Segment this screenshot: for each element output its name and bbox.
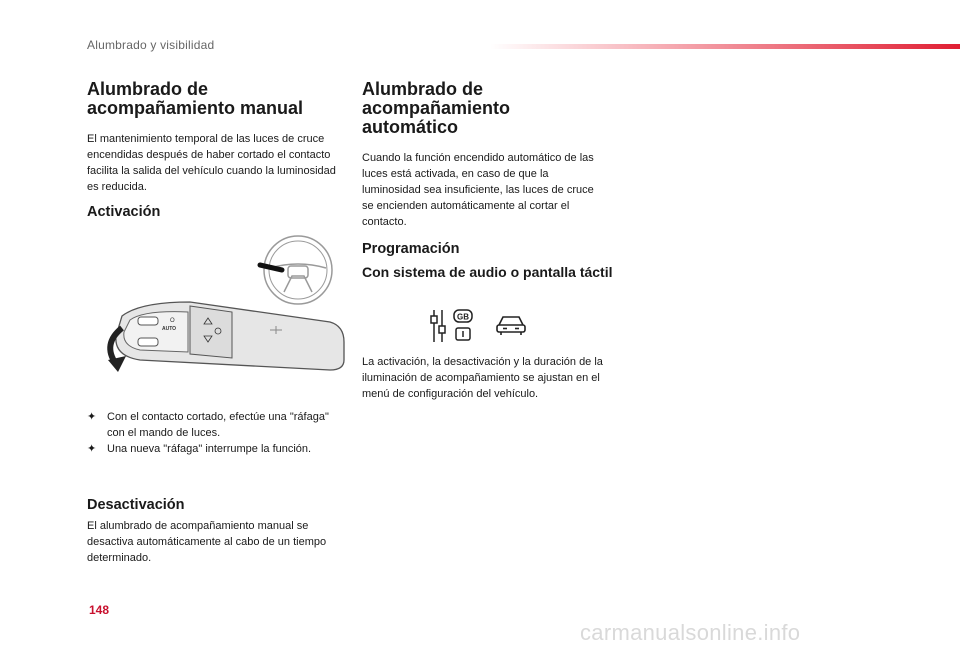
manual-lighting-title: Alumbrado de acompañamiento manual [87,79,304,118]
page-number: 148 [89,603,110,617]
section-header: Alumbrado y visibilidad [87,38,215,52]
lighting-stalk-illustration [100,232,345,382]
stalk-label-auto: AUTO [162,326,177,332]
programming-heading: Programación [362,241,460,257]
programming-text: La activación, la desactivación y la duración de la iluminación de acompañamiento se ajustan en el menú de configuración del vehículo. [362,356,603,400]
manual-lighting-intro: El mantenimiento temporal de las luces de cruce encendidas después de haber cortado el contacto facilita la salida del vehículo cuando la luminosidad es reducida. [87,133,336,193]
system-heading: Con sistema de audio o pantalla táctil [362,264,613,280]
activation-steps [87,409,347,457]
deactivation-text: El alumbrado de acompañamiento manual se desactiva automáticamente al cabo de un tiempo determinado. [87,520,327,564]
bullet-icon: ✦ [87,411,97,423]
stalk-label-off: O [170,318,175,324]
list-item [87,441,347,457]
bullet-icon: ✦ [87,443,97,455]
left-column [87,80,347,195]
vehicle-settings-icon [430,308,475,344]
watermark: carmanualsonline.info [580,620,801,645]
step-text: Con el contacto cortado, efectúe una "ráfaga" con el mando de luces. [107,411,329,439]
car-icon [495,313,527,337]
activation-heading: Activación [87,204,161,220]
auto-lighting-title: Alumbrado de acompañamiento automático [362,79,511,137]
header-rule [490,44,960,49]
auto-lighting-intro: Cuando la función encendido automático de las luces está activada, en caso de que la luminosidad sea insuficiente, las luces de cruce se encienden automáticamente al cortar el contacto. [362,152,594,228]
deactivation-heading: Desactivación [87,497,185,513]
stalk-body [116,302,344,370]
settings-icon-label: GB [457,312,469,322]
list-item [87,409,347,441]
step-text: Una nueva "ráfaga" interrumpe la función. [107,443,312,455]
right-column [362,80,622,230]
